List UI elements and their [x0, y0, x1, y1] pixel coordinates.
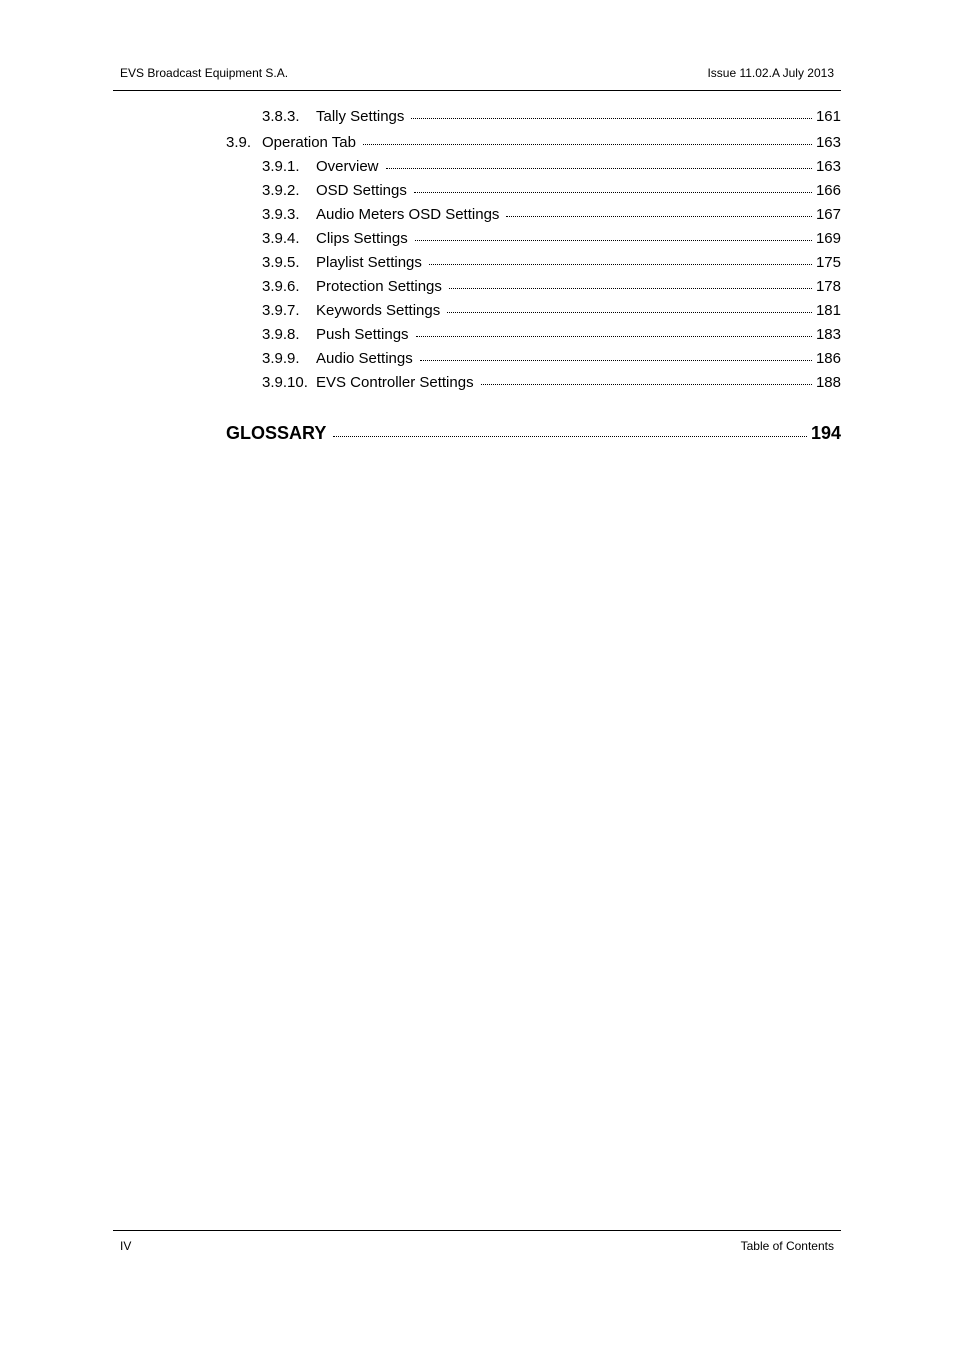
footer-page-number: IV: [120, 1239, 132, 1253]
toc-leader-dots: [506, 215, 812, 217]
toc-entry-page: 186: [815, 350, 841, 367]
toc-entry[interactable]: [226, 134, 841, 152]
toc-entry-title: Overview: [316, 158, 379, 175]
toc-leader-dots: [449, 287, 812, 289]
toc-entry[interactable]: [262, 108, 841, 126]
toc-entry-page: 163: [815, 134, 841, 151]
toc-entry-page: 178: [815, 278, 841, 295]
toc-leader-dots: [414, 191, 812, 193]
toc-entry-number: 3.9.5.: [262, 254, 300, 271]
page-header: [113, 66, 841, 91]
toc-entry-page: 188: [815, 374, 841, 391]
toc-entry-number: 3.8.3.: [262, 108, 300, 125]
toc-entry-title: Push Settings: [316, 326, 409, 343]
toc-entry-page: 194: [810, 423, 841, 443]
toc-entry[interactable]: [262, 350, 841, 368]
toc-leader-dots: [386, 167, 812, 169]
toc-entry-number: 3.9.7.: [262, 302, 300, 319]
toc-entry-number: 3.9.6.: [262, 278, 300, 295]
toc-leader-dots: [415, 239, 812, 241]
toc-entry[interactable]: [262, 254, 841, 272]
toc-entry-page: 166: [815, 182, 841, 199]
toc-entry[interactable]: [262, 326, 841, 344]
toc-leader-dots: [333, 435, 807, 437]
toc-entry-page: 163: [815, 158, 841, 175]
toc-entry-title: Protection Settings: [316, 278, 442, 295]
toc-entry-title: Audio Meters OSD Settings: [316, 206, 500, 223]
toc-entry-title: OSD Settings: [316, 182, 407, 199]
toc-leader-dots: [420, 359, 812, 361]
toc-entry-title: Keywords Settings: [316, 302, 441, 319]
header-issue: Issue 11.02.A July 2013: [707, 66, 834, 80]
toc-entry-number: 3.9.10.: [262, 374, 308, 391]
toc-entry-number: 3.9.9.: [262, 350, 300, 367]
toc-entry-title: Operation Tab: [262, 134, 356, 151]
footer-section-title: Table of Contents: [740, 1239, 834, 1253]
toc-entry-title: Clips Settings: [316, 230, 408, 247]
toc-entry-page: 167: [815, 206, 841, 223]
toc-leader-dots: [481, 383, 812, 385]
toc-entry-title: Audio Settings: [316, 350, 413, 367]
toc-leader-dots: [429, 263, 812, 265]
toc-entry-number: 3.9.8.: [262, 326, 300, 343]
toc-entry-page: 175: [815, 254, 841, 271]
toc-leader-dots: [416, 335, 812, 337]
page-footer: [113, 1230, 841, 1255]
toc-entry[interactable]: [262, 230, 841, 248]
toc-entry-title: Tally Settings: [316, 108, 405, 125]
toc-entry[interactable]: [262, 158, 841, 176]
toc-leader-dots: [411, 117, 812, 119]
toc-entry[interactable]: [262, 206, 841, 224]
toc-entry-title: GLOSSARY: [226, 423, 327, 443]
toc-entry-number: 3.9.1.: [262, 158, 300, 175]
toc-entry-number: 3.9.3.: [262, 206, 300, 223]
header-company: EVS Broadcast Equipment S.A.: [120, 66, 289, 80]
toc-entry-number: 3.9.: [226, 134, 252, 151]
toc-entry-page: 181: [815, 302, 841, 319]
toc-entry-title: Playlist Settings: [316, 254, 422, 271]
toc-entry-number: 3.9.4.: [262, 230, 300, 247]
toc-leader-dots: [447, 311, 812, 313]
toc-entry[interactable]: [262, 278, 841, 296]
toc-entry[interactable]: [262, 302, 841, 320]
toc-entry-title: EVS Controller Settings: [316, 374, 474, 391]
toc-entry-page: 161: [815, 108, 841, 125]
toc-entry-glossary[interactable]: [226, 422, 841, 444]
toc-entry-number: 3.9.2.: [262, 182, 300, 199]
toc-entry[interactable]: [262, 374, 841, 392]
toc-leader-dots: [363, 143, 812, 145]
toc-entry-page: 183: [815, 326, 841, 343]
toc-entry[interactable]: [262, 182, 841, 200]
toc-entry-page: 169: [815, 230, 841, 247]
